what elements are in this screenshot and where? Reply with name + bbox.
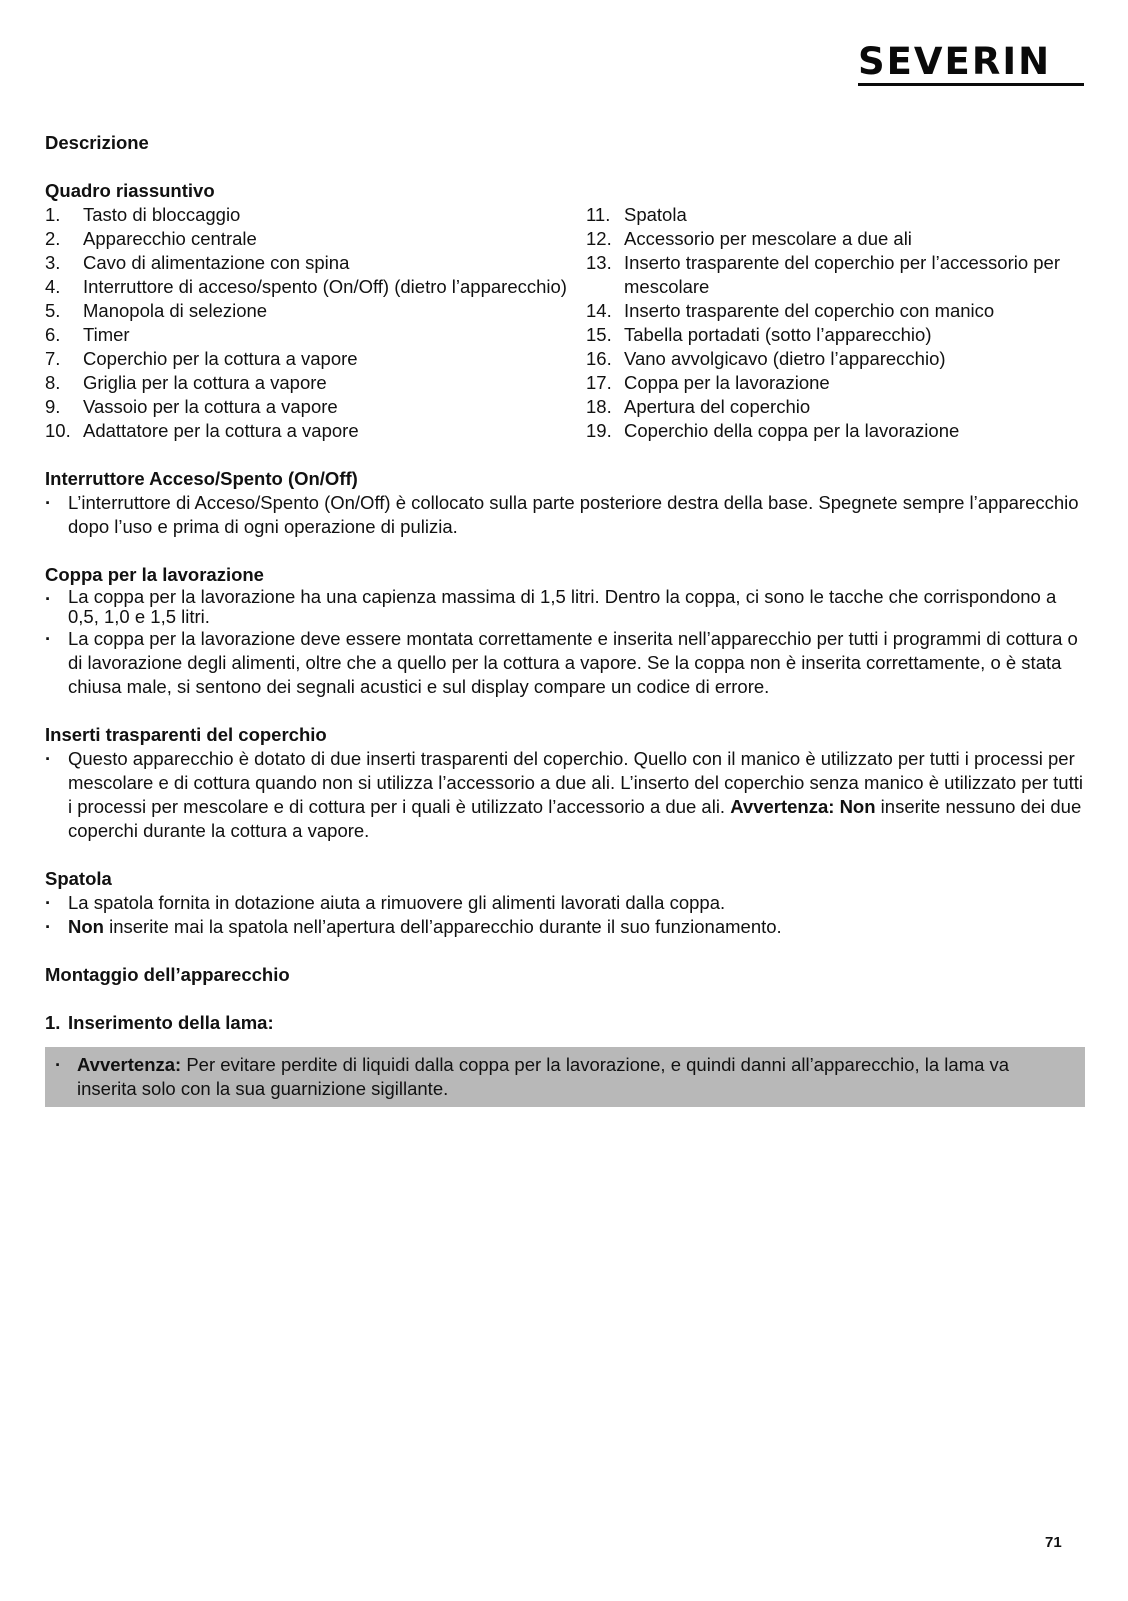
assembly-section bbox=[45, 963, 1085, 1107]
part-label: Apertura del coperchio bbox=[624, 396, 811, 417]
part-label: Spatola bbox=[624, 204, 687, 225]
part-number: 12. bbox=[586, 228, 612, 249]
onoff-section bbox=[45, 467, 1085, 539]
bowl-heading: Coppa per la lavorazione bbox=[45, 564, 264, 585]
list-item bbox=[45, 227, 586, 251]
parts-list-columns bbox=[45, 203, 1085, 443]
list-item bbox=[586, 323, 1085, 347]
parts-list-right bbox=[586, 203, 1085, 443]
onoff-heading: Interruttore Acceso/Spento (On/Off) bbox=[45, 468, 358, 489]
warning-notice bbox=[45, 1047, 1085, 1107]
bullet-mark: · bbox=[45, 748, 52, 769]
page-number: 71 bbox=[1045, 1534, 1062, 1551]
severin-logo bbox=[858, 42, 1086, 86]
assembly-heading: Montaggio dell’apparecchio bbox=[45, 964, 290, 985]
list-item bbox=[586, 299, 1085, 323]
list-item bbox=[45, 395, 586, 419]
spatula-heading: Spatola bbox=[45, 868, 112, 889]
list-item bbox=[45, 891, 1085, 915]
lids-non-label: Non bbox=[839, 796, 876, 817]
notice-body: Per evitare perdite di liquidi dalla coppa per la lavorazione, e quindi danni all’apparecchio, la lama va inserita solo con la sua guarnizione sigillante. bbox=[77, 1054, 1010, 1099]
list-item bbox=[45, 587, 1085, 627]
part-label: Manopola di selezione bbox=[83, 300, 268, 321]
overview-heading: Quadro riassuntivo bbox=[45, 180, 215, 201]
lids-section bbox=[45, 723, 1085, 843]
bullet-mark: · bbox=[45, 492, 52, 513]
parts-column-right bbox=[586, 203, 1085, 443]
spatula-warning-text bbox=[68, 915, 1085, 939]
bowl-capacity-text: La coppa per la lavorazione ha una capienza massima di 1,5 litri. Dentro la coppa, ci sono le tacche che corrispondono a 0,5, 1,0 e 1,5 litri. bbox=[68, 586, 1057, 627]
part-number: 13. bbox=[586, 252, 612, 273]
part-label: Coperchio per la cottura a vapore bbox=[83, 348, 358, 369]
part-number: 3. bbox=[45, 252, 61, 273]
step-number: 1. bbox=[45, 1012, 61, 1033]
bowl-section bbox=[45, 563, 1085, 699]
parts-list-left bbox=[45, 203, 586, 443]
list-item bbox=[586, 419, 1085, 443]
logo-underline bbox=[858, 83, 1084, 86]
part-label: Coppa per la lavorazione bbox=[624, 372, 830, 393]
part-label: Tabella portadati (sotto l’apparecchio) bbox=[624, 324, 932, 345]
part-label: Adattatore per la cottura a vapore bbox=[83, 420, 359, 441]
list-item bbox=[45, 371, 586, 395]
assembly-step bbox=[45, 1011, 1085, 1035]
lids-text-after: inserite nessuno dei due coperchi durante la cottura a vapore. bbox=[68, 796, 1082, 841]
part-number: 19. bbox=[586, 420, 612, 441]
part-number: 9. bbox=[45, 396, 61, 417]
list-item bbox=[586, 251, 1085, 299]
list-item bbox=[45, 747, 1085, 843]
spatula-text: La spatola fornita in dotazione aiuta a rimuovere gli alimenti lavorati dalla coppa. bbox=[68, 892, 726, 913]
part-label: Inserto trasparente del coperchio con manico bbox=[624, 300, 995, 321]
part-label: Vassoio per la cottura a vapore bbox=[83, 396, 338, 417]
spatula-warning-rest: inserite mai la spatola nell’apertura dell’apparecchio durante il suo funzionamento. bbox=[109, 916, 782, 937]
list-item bbox=[45, 323, 586, 347]
list-item bbox=[45, 203, 586, 227]
part-number: 11. bbox=[586, 204, 611, 225]
bullet-mark: · bbox=[45, 892, 52, 913]
lids-text bbox=[68, 747, 1085, 843]
part-label: Timer bbox=[83, 324, 130, 345]
bullet-mark: · bbox=[45, 628, 52, 649]
lids-text-main: Questo apparecchio è dotato di due inserti trasparenti del coperchio. Quello con il manico è utilizzato per tutti i processi per mescolare e di cottura quando non si utilizza l’accessorio a due ali. L’inserto del coperchio senza manico è utilizzato per tutti i processi per mescolare e di cottura per i quali è utilizzato l’accessorio a due ali. bbox=[68, 748, 1083, 817]
logo-text: SEVERIN bbox=[858, 40, 1052, 83]
list-item bbox=[45, 251, 586, 275]
part-label: Coperchio della coppa per la lavorazione bbox=[624, 420, 960, 441]
part-number: 14. bbox=[586, 300, 612, 321]
list-item bbox=[586, 395, 1085, 419]
parts-column-left bbox=[45, 203, 586, 443]
spatula-section bbox=[45, 867, 1085, 939]
part-number: 6. bbox=[45, 324, 61, 345]
spatula-non-label: Non bbox=[68, 916, 104, 937]
notice-text bbox=[77, 1053, 1073, 1101]
list-item bbox=[45, 299, 586, 323]
list-item bbox=[586, 371, 1085, 395]
part-label: Griglia per la cottura a vapore bbox=[83, 372, 327, 393]
part-number: 10. bbox=[45, 420, 71, 441]
bullet-mark: · bbox=[45, 916, 52, 937]
part-number: 17. bbox=[586, 372, 612, 393]
part-number: 5. bbox=[45, 300, 61, 321]
part-number: 2. bbox=[45, 228, 61, 249]
bowl-mounting-text: La coppa per la lavorazione deve essere montata correttamente e inserita nell’apparecchio per tutti i programmi di cottura o di lavorazione degli alimenti, oltre che a quello per la cottura a vapore. Se la coppa non è inserita correttamente, o è stata chiusa male, si sentono dei segnali acustici e sul display compare un codice di errore. bbox=[68, 628, 1078, 697]
part-number: 18. bbox=[586, 396, 612, 417]
onoff-text: L’interruttore di Acceso/Spento (On/Off) è collocato sulla parte posteriore destra della base. Spegnete sempre l’apparecchio dopo l’uso e prima di ogni operazione di pulizia. bbox=[68, 492, 1079, 537]
main-content bbox=[45, 131, 1085, 1107]
part-number: 8. bbox=[45, 372, 61, 393]
part-label: Accessorio per mescolare a due ali bbox=[624, 228, 912, 249]
list-item bbox=[586, 203, 1085, 227]
list-item bbox=[45, 627, 1085, 699]
part-label: Cavo di alimentazione con spina bbox=[83, 252, 350, 273]
notice-label: Avvertenza: bbox=[77, 1054, 182, 1075]
list-item bbox=[45, 275, 586, 299]
part-number: 16. bbox=[586, 348, 612, 369]
part-number: 15. bbox=[586, 324, 612, 345]
step-title: Inserimento della lama: bbox=[68, 1012, 274, 1033]
part-label: Interruttore di acceso/spento (On/Off) (dietro l’apparecchio) bbox=[83, 276, 567, 297]
list-item bbox=[45, 347, 586, 371]
list-item bbox=[45, 419, 586, 443]
part-number: 7. bbox=[45, 348, 61, 369]
part-number: 1. bbox=[45, 204, 61, 225]
bullet-mark: · bbox=[45, 588, 52, 609]
part-label: Apparecchio centrale bbox=[83, 228, 257, 249]
part-label: Tasto di bloccaggio bbox=[83, 204, 241, 225]
part-number: 4. bbox=[45, 276, 61, 297]
bullet-mark: · bbox=[55, 1054, 62, 1075]
lids-heading: Inserti trasparenti del coperchio bbox=[45, 724, 327, 745]
list-item bbox=[45, 915, 1085, 939]
description-heading: Descrizione bbox=[45, 132, 149, 153]
part-label: Vano avvolgicavo (dietro l’apparecchio) bbox=[624, 348, 946, 369]
list-item bbox=[586, 227, 1085, 251]
list-item bbox=[586, 347, 1085, 371]
part-label: Inserto trasparente del coperchio per l’accessorio per mescolare bbox=[624, 252, 1061, 297]
lids-warning-label: Avvertenza: bbox=[730, 796, 835, 817]
list-item bbox=[45, 491, 1085, 539]
